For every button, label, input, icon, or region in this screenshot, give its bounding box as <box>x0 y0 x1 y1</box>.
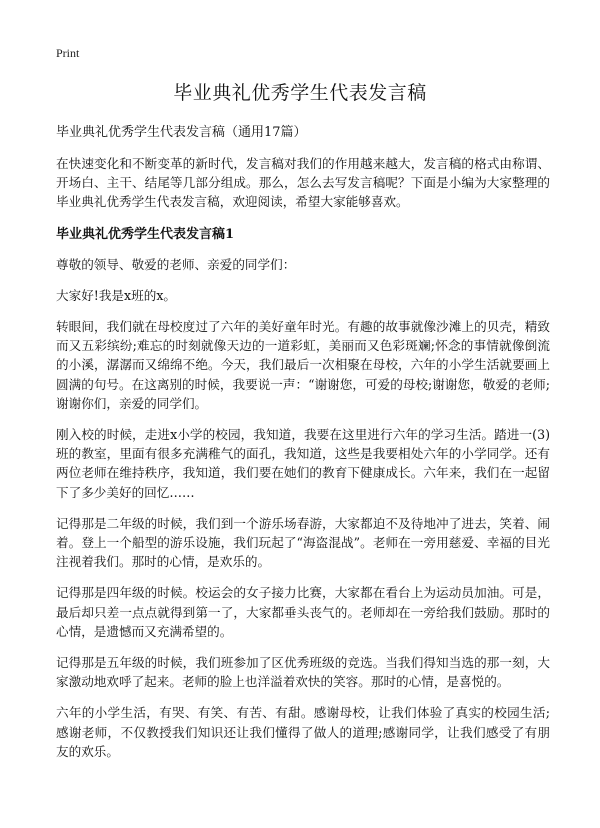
section-heading: 毕业典礼优秀学生代表发言稿1 <box>56 226 235 242</box>
greeting-paragraph: 大家好!我是x班的x。 <box>56 287 177 303</box>
body-paragraph: 刚入校的时候，走进x小学的校园，我知道，我要在这里进行六年的学习生活。踏进一(3)班的教室，里面有很多充满稚气的面孔，我知道，这些是我要相处六年的小学同学。还有两位老师在维持秩序，我知道，我们要在她们的教育下健康成长。六年来，我们在一起留下了多少美好的回忆…… <box>56 427 550 500</box>
document-subtitle: 毕业典礼优秀学生代表发言稿（通用17篇） <box>56 125 307 140</box>
print-link[interactable]: Print <box>56 46 80 60</box>
salutation-paragraph: 尊敬的领导、敬爱的老师、亲爱的同学们： <box>56 256 296 272</box>
body-paragraph: 记得那是五年级的时候，我们班参加了区优秀班级的竞选。当我们得知当选的那一刻，大家激动地欢呼了起来。老师的脸上也洋溢着欢快的笑容。那时的心情，是喜悦的。 <box>56 655 550 690</box>
body-paragraph: 转眼间，我们就在母校度过了六年的美好童年时光。有趣的故事就像沙滩上的贝壳，精致而又五彩缤纷;难忘的时刻就像天边的一道彩虹，美丽而又色彩斑斓;怀念的事情就像倒流的小溪，潺潺而又绵绵不绝。今天，我们最后一次相聚在母校，六年的小学生活就要画上圆满的句号。在这离别的时候，我要说一声：“谢谢您，可爱的母校;谢谢您，敬爱的老师;谢谢你们，亲爱的同学们。 <box>56 319 550 411</box>
body-paragraph: 记得那是二年级的时候，我们到一个游乐场春游，大家都迫不及待地冲了进去，笑着、闹着。登上一个船型的游乐设施，我们玩起了“海盗混战”。老师在一旁用慈爱、幸福的目光注视着我们。那时的心情，是欢乐的。 <box>56 515 550 570</box>
body-paragraph: 六年的小学生活，有哭、有笑、有苦、有甜。感谢母校，让我们体验了真实的校园生活;感谢老师，不仅教授我们知识还让我们懂得了做人的道理;感谢同学，让我们感受了有朋友的欢乐。 <box>56 705 550 759</box>
page-title: 毕业典礼优秀学生代表发言稿 <box>173 82 427 104</box>
body-paragraph: 记得那是四年级的时候。校运会的女子接力比赛，大家都在看台上为运动员加油。可是，最后却只差一点点就得到第一了，大家都垂头丧气的。老师却在一旁给我们鼓励。那时的心情，是遗憾而又充满希望的。 <box>56 585 550 639</box>
intro-paragraph: 在快速变化和不断变革的新时代，发言稿对我们的作用越来越大，发言稿的格式由称谓、开场白、主干、结尾等几部分组成。那么，怎么去写发言稿呢？下面是小编为大家整理的毕业典礼优秀学生代表发言稿，欢迎阅读，希望大家能够喜欢。 <box>56 156 550 210</box>
document-body <box>56 124 550 773</box>
